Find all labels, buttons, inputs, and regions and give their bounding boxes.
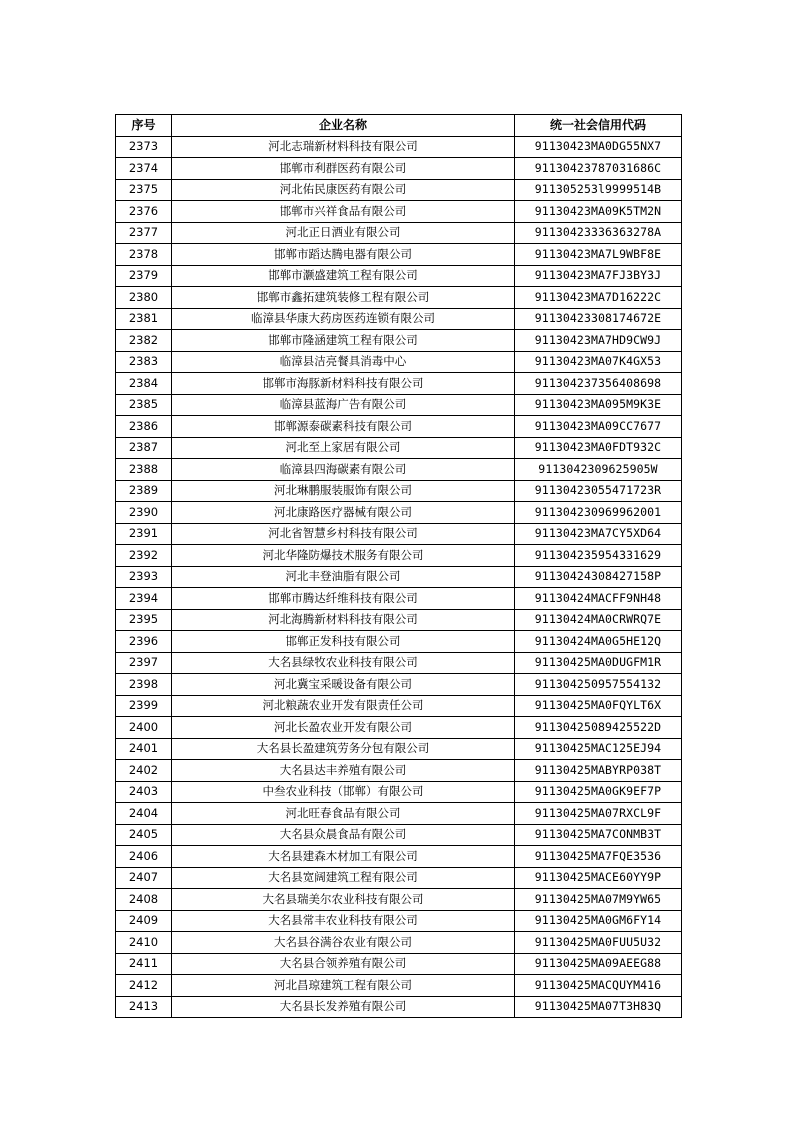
company-name-cell: 大名县合领养殖有限公司 [172,953,515,975]
credit-code-cell: 91130425MACE60YY9P [515,867,682,889]
credit-code-cell: 91130423787031686C [515,158,682,180]
credit-code-cell: 91130425MA7FQE3536 [515,846,682,868]
company-name-cell: 河北旺春食品有限公司 [172,803,515,825]
table-row [116,717,682,739]
credit-code-cell: 91130423MA07K4GX53 [515,351,682,373]
credit-code-cell: 91130423MA7D16222C [515,287,682,309]
table-row [116,222,682,244]
credit-code-cell: 91130424MA0G5HE12Q [515,631,682,653]
serial-cell: 2378 [116,244,172,266]
company-name-cell: 大名县谷满谷农业有限公司 [172,932,515,954]
credit-code-cell: 91130425089425522D [515,717,682,739]
serial-cell: 2408 [116,889,172,911]
serial-cell: 2375 [116,179,172,201]
company-name-cell: 河北省智慧乡村科技有限公司 [172,523,515,545]
company-name-cell: 邯郸市灏盛建筑工程有限公司 [172,265,515,287]
credit-code-cell: 9113042309625905W [515,459,682,481]
credit-code-cell: 91130425MA09AEEG88 [515,953,682,975]
credit-code-cell: 911305253l9999514B [515,179,682,201]
company-name-cell: 邯郸市兴祥食品有限公司 [172,201,515,223]
serial-cell: 2406 [116,846,172,868]
header-credit-code: 统一社会信用代码 [515,115,682,137]
table-row [116,867,682,889]
credit-code-cell: 91130425MA0DUGFM1R [515,652,682,674]
table-row [116,588,682,610]
company-name-cell: 河北佑民康医药有限公司 [172,179,515,201]
serial-cell: 2386 [116,416,172,438]
company-name-cell: 河北志瑞新材料科技有限公司 [172,136,515,158]
credit-code-cell: 91130423336363278A [515,222,682,244]
credit-code-cell: 91130424MACFF9NH48 [515,588,682,610]
credit-code-cell: 91130425MA07T3H83Q [515,996,682,1018]
serial-cell: 2399 [116,695,172,717]
table-row [116,136,682,158]
table-row [116,609,682,631]
serial-cell: 2376 [116,201,172,223]
table-header-row [116,115,682,137]
serial-cell: 2407 [116,867,172,889]
credit-code-cell: 91130423055471723R [515,480,682,502]
credit-code-cell: 911304250957554132 [515,674,682,696]
serial-cell: 2389 [116,480,172,502]
credit-code-cell: 91130425MA0GM6FY14 [515,910,682,932]
serial-cell: 2384 [116,373,172,395]
company-name-cell: 大名县常丰农业科技有限公司 [172,910,515,932]
serial-cell: 2373 [116,136,172,158]
serial-cell: 2374 [116,158,172,180]
credit-code-cell: 91130425MA7CONMB3T [515,824,682,846]
company-name-cell: 临漳县蓝海广告有限公司 [172,394,515,416]
serial-cell: 2380 [116,287,172,309]
credit-code-cell: 91130423MA7CY5XD64 [515,523,682,545]
table-row [116,308,682,330]
credit-code-cell: 91130423MA095M9K3E [515,394,682,416]
table-row [116,545,682,567]
company-name-cell: 河北正日酒业有限公司 [172,222,515,244]
table-row [116,351,682,373]
company-name-cell: 大名县宽阔建筑工程有限公司 [172,867,515,889]
serial-cell: 2400 [116,717,172,739]
company-name-cell: 河北海腾新材料科技有限公司 [172,609,515,631]
table-row [116,459,682,481]
credit-code-cell: 91130423MA7L9WBF8E [515,244,682,266]
table-row [116,846,682,868]
credit-code-cell: 91130423MA7FJ3BY3J [515,265,682,287]
serial-cell: 2410 [116,932,172,954]
table-row [116,695,682,717]
serial-cell: 2404 [116,803,172,825]
serial-cell: 2403 [116,781,172,803]
serial-cell: 2382 [116,330,172,352]
credit-code-cell: 91130424MA0CRWRQ7E [515,609,682,631]
company-name-cell: 大名县绿牧农业科技有限公司 [172,652,515,674]
company-name-cell: 临漳县四海碳素有限公司 [172,459,515,481]
company-name-cell: 大名县达丰养殖有限公司 [172,760,515,782]
credit-code-cell: 91130425MA0GK9EF7P [515,781,682,803]
credit-code-cell: 91130425MA0FUU5U32 [515,932,682,954]
credit-code-cell: 91130423MA09K5TM2N [515,201,682,223]
company-name-cell: 河北康路医疗器械有限公司 [172,502,515,524]
credit-code-cell: 91130425MA07RXCL9F [515,803,682,825]
company-name-cell: 临漳县洁亮餐具消毒中心 [172,351,515,373]
company-name-cell: 邯郸市利群医药有限公司 [172,158,515,180]
serial-cell: 2390 [116,502,172,524]
company-name-cell: 大名县建森木材加工有限公司 [172,846,515,868]
company-name-cell: 河北琳鹏服装服饰有限公司 [172,480,515,502]
company-name-cell: 河北冀宝采暖设备有限公司 [172,674,515,696]
company-name-cell: 大名县长盈建筑劳务分包有限公司 [172,738,515,760]
table-row [116,201,682,223]
table-row [116,824,682,846]
table-row [116,179,682,201]
table-row [116,158,682,180]
table-row [116,953,682,975]
enterprise-table [115,114,682,1018]
company-name-cell: 大名县瑞美尔农业科技有限公司 [172,889,515,911]
serial-cell: 2393 [116,566,172,588]
company-name-cell: 河北粮蔬农业开发有限责任公司 [172,695,515,717]
credit-code-cell: 91130423MA09CC7677 [515,416,682,438]
serial-cell: 2377 [116,222,172,244]
header-serial: 序号 [116,115,172,137]
table-row [116,781,682,803]
company-name-cell: 邯郸市鑫拓建筑装修工程有限公司 [172,287,515,309]
table-row [116,480,682,502]
serial-cell: 2409 [116,910,172,932]
credit-code-cell: 91130425MAC125EJ94 [515,738,682,760]
company-name-cell: 河北至上家居有限公司 [172,437,515,459]
serial-cell: 2405 [116,824,172,846]
table-row [116,674,682,696]
company-name-cell: 中叁农业科技（邯郸）有限公司 [172,781,515,803]
credit-code-cell: 911304235954331629 [515,545,682,567]
table-row [116,523,682,545]
table-row [116,502,682,524]
serial-cell: 2379 [116,265,172,287]
serial-cell: 2388 [116,459,172,481]
table-row [116,287,682,309]
credit-code-cell: 91130423MA7HD9CW9J [515,330,682,352]
company-name-cell: 临漳县华康大药房医药连锁有限公司 [172,308,515,330]
table-row [116,373,682,395]
table-row [116,975,682,997]
credit-code-cell: 91130425MA0FQYLT6X [515,695,682,717]
table-row [116,631,682,653]
company-name-cell: 邯郸市海豚新材料科技有限公司 [172,373,515,395]
credit-code-cell: 91130423308174672E [515,308,682,330]
serial-cell: 2412 [116,975,172,997]
company-name-cell: 邯郸市蹈达腾电器有限公司 [172,244,515,266]
table-row [116,760,682,782]
credit-code-cell: 91130425MA07M9YW65 [515,889,682,911]
serial-cell: 2402 [116,760,172,782]
company-name-cell: 邯郸市隆涵建筑工程有限公司 [172,330,515,352]
serial-cell: 2387 [116,437,172,459]
serial-cell: 2391 [116,523,172,545]
company-name-cell: 河北丰登油脂有限公司 [172,566,515,588]
credit-code-cell: 911304237356408698 [515,373,682,395]
table-row [116,265,682,287]
table-row [116,416,682,438]
serial-cell: 2394 [116,588,172,610]
serial-cell: 2411 [116,953,172,975]
table-row [116,932,682,954]
serial-cell: 2385 [116,394,172,416]
serial-cell: 2413 [116,996,172,1018]
company-name-cell: 河北昌琼建筑工程有限公司 [172,975,515,997]
company-name-cell: 邯郸市腾达纤维科技有限公司 [172,588,515,610]
credit-code-cell: 91130425MABYRP038T [515,760,682,782]
serial-cell: 2392 [116,545,172,567]
table-row [116,244,682,266]
company-name-cell: 河北长盈农业开发有限公司 [172,717,515,739]
serial-cell: 2398 [116,674,172,696]
table-row [116,803,682,825]
company-name-cell: 邯郸正发科技有限公司 [172,631,515,653]
credit-code-cell: 91130425MACQUYM416 [515,975,682,997]
header-company-name: 企业名称 [172,115,515,137]
serial-cell: 2397 [116,652,172,674]
table-row [116,910,682,932]
table-row [116,394,682,416]
serial-cell: 2396 [116,631,172,653]
credit-code-cell: 91130424308427158P [515,566,682,588]
table-row [116,437,682,459]
serial-cell: 2383 [116,351,172,373]
credit-code-cell: 911304230969962001 [515,502,682,524]
credit-code-cell: 91130423MA0FDT932C [515,437,682,459]
table-row [116,889,682,911]
credit-code-cell: 91130423MA0DG55NX7 [515,136,682,158]
table-row [116,566,682,588]
company-name-cell: 大名县长发养殖有限公司 [172,996,515,1018]
serial-cell: 2381 [116,308,172,330]
company-name-cell: 邯郸源泰碳素科技有限公司 [172,416,515,438]
serial-cell: 2401 [116,738,172,760]
company-name-cell: 大名县众晨食品有限公司 [172,824,515,846]
table-row [116,330,682,352]
table-row [116,996,682,1018]
table-row [116,652,682,674]
serial-cell: 2395 [116,609,172,631]
table-row [116,738,682,760]
company-name-cell: 河北华隆防爆技术服务有限公司 [172,545,515,567]
